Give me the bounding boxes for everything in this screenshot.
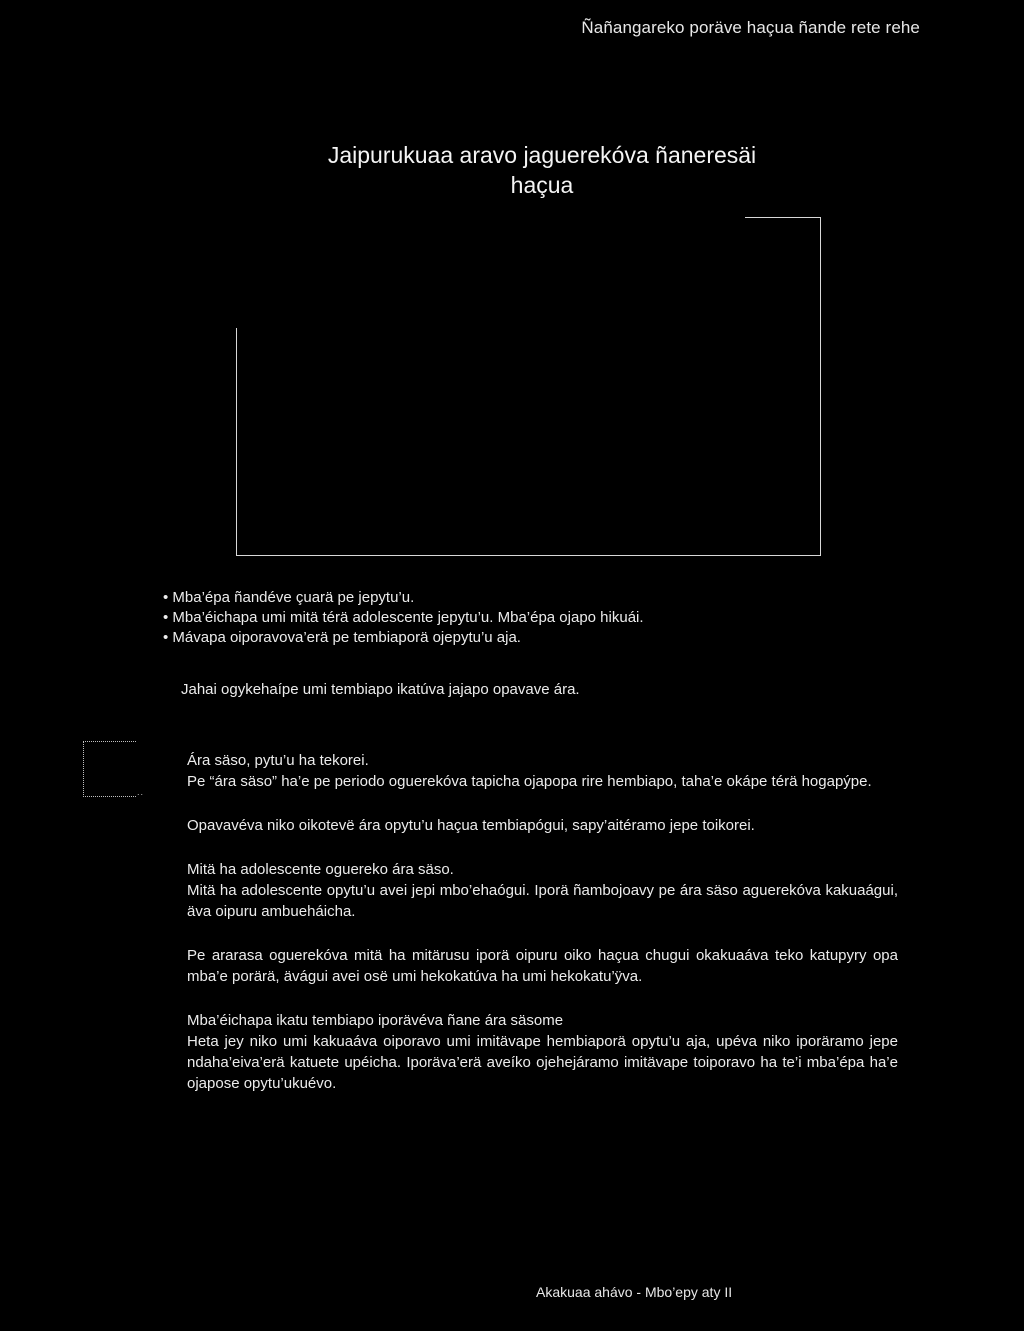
body-text bbox=[187, 750, 898, 1117]
figure-frame-right bbox=[820, 217, 821, 555]
figure-frame-bottom bbox=[236, 555, 821, 556]
paragraph-5 bbox=[187, 1010, 898, 1094]
running-header: Ñañangareko poräve haçua ñande rete rehe bbox=[581, 18, 920, 37]
paragraph-text: Pe “ára säso” ha’e pe periodo oguerekóva tapicha ojapopa rire hembiapo, taha’e okápe térä hogapýpe. bbox=[187, 773, 872, 790]
page-title-line-2: haçua bbox=[510, 172, 574, 198]
paragraph-2 bbox=[187, 815, 898, 836]
bullet-item: • Mba’épa ñandéve çuarä pe jepytu’u. bbox=[163, 588, 644, 608]
paragraph-text: Pe ararasa oguerekóva mitä ha mitärusu iporä oipuru oiko haçua chugui okakuaáva teko katupyry opa mba’e porärä, ävágui avei osë umi hekokatúva ha umi hekokatu’ÿva. bbox=[187, 947, 898, 985]
intro-sentence: Jahai ogykehaípe umi tembiapo ikatúva jajapo opavave ára. bbox=[181, 681, 580, 698]
section-heading: Mitä ha adolescente oguereko ára säso. bbox=[187, 861, 454, 878]
paragraph-text: Heta jey niko umi kakuaáva oiporavo umi imitävape hembiaporä opytu’u aja, upéva niko iporäramo jepe ndaha’eiva’erä katuete upéicha. Iporäva’erä aveíko ojehejáramo imitävape toiporavo ha te’i mba’épa ha’e ojapose opytu’ukuévo. bbox=[187, 1033, 898, 1092]
running-footer: Akakuaa ahávo - Mbo’epy aty II bbox=[536, 1284, 733, 1300]
dotted-box-tail: .. bbox=[137, 787, 145, 797]
bullet-list bbox=[163, 588, 644, 648]
paragraph-3 bbox=[187, 859, 898, 922]
bullet-item: • Mba’éichapa umi mitä térä adolescente jepytu’u. Mba’épa ojapo hikuái. bbox=[163, 608, 644, 628]
page-title-line-1: Jaipurukuaa aravo jaguerekóva ñaneresäi bbox=[327, 142, 757, 168]
section-heading: Mba’éichapa ikatu tembiapo iporävéva ñane ára säsome bbox=[187, 1012, 564, 1029]
paragraph-text: Opavavéva niko oikotevë ára opytu’u haçua tembiapógui, sapy’aitéramo jepe toikorei. bbox=[187, 817, 755, 834]
figure-frame-left bbox=[236, 328, 237, 556]
dotted-box-decoration bbox=[83, 741, 136, 797]
paragraph-4 bbox=[187, 945, 898, 987]
figure-frame-top bbox=[745, 217, 821, 218]
bullet-item: • Mávapa oiporavova’erä pe tembiaporä ojepytu’u aja. bbox=[163, 628, 644, 648]
section-heading: Ára säso, pytu’u ha tekorei. bbox=[187, 752, 369, 769]
paragraph-text: Mitä ha adolescente opytu’u avei jepi mbo’ehaógui. Iporä ñambojoavy pe ára säso aguerekóva kakuaágui, äva oipuru ambueháicha. bbox=[187, 882, 898, 920]
paragraph-1 bbox=[187, 750, 898, 792]
page-title bbox=[0, 140, 1024, 200]
